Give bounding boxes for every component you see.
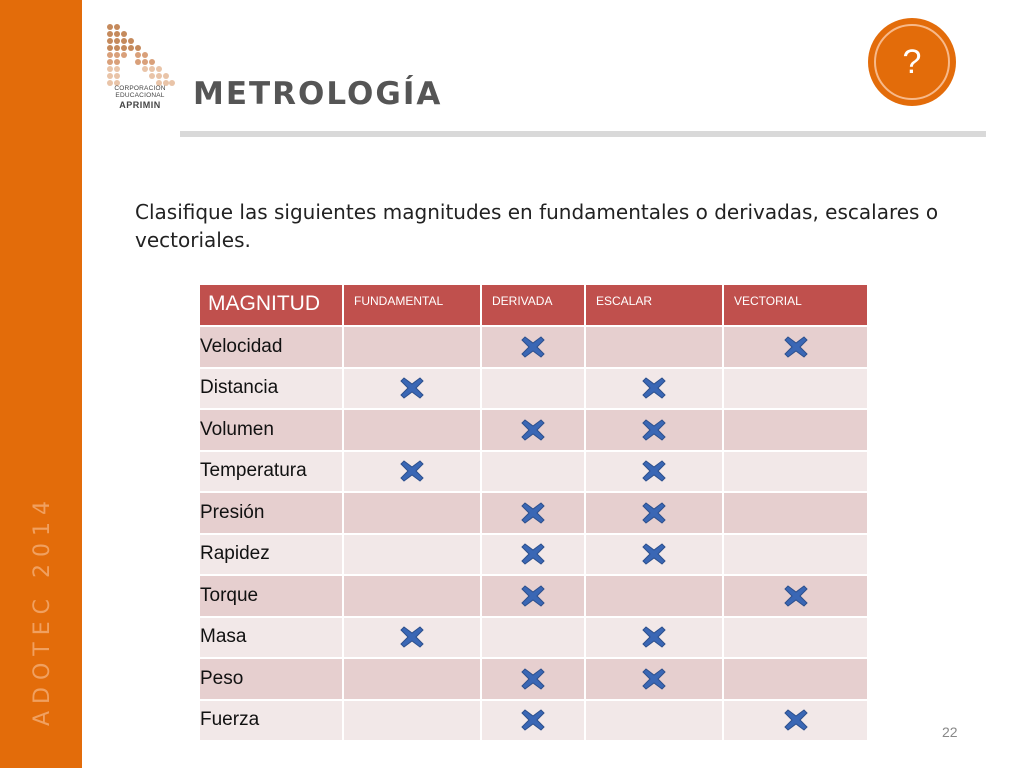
x-cross-icon [784,585,808,607]
magnitude-name: Velocidad [199,326,343,368]
magnitude-name: Torque [199,575,343,617]
classification-cell [723,409,868,451]
table-row [199,492,868,534]
classification-cell [585,700,723,742]
classification-cell [585,492,723,534]
classification-cell [343,326,481,368]
classification-table [198,283,869,742]
classification-cell [481,409,585,451]
x-cross-icon [521,502,545,524]
classification-cell [723,451,868,493]
table-row [199,451,868,493]
magnitude-name: Presión [199,492,343,534]
classification-cell [585,451,723,493]
classification-cell [723,575,868,617]
magnitude-name: Rapidez [199,534,343,576]
x-cross-icon [521,709,545,731]
help-question-icon[interactable]: ? [874,24,950,100]
classification-cell [585,409,723,451]
x-cross-icon [642,543,666,565]
logo-dot-pattern-icon [104,22,176,86]
help-button[interactable] [868,18,956,106]
classification-cell [585,575,723,617]
classification-cell [481,658,585,700]
x-cross-icon [400,626,424,648]
x-cross-icon [642,377,666,399]
header-derivada: DERIVADA [481,284,585,326]
x-cross-icon [642,626,666,648]
x-cross-icon [521,419,545,441]
logo-line-3: APRIMIN [119,100,161,110]
x-cross-icon [642,668,666,690]
logo-wordmark [104,86,176,110]
classification-cell [723,700,868,742]
classification-cell [723,368,868,410]
table-header-row [199,284,868,326]
aprimin-logo [104,22,176,118]
x-cross-icon [642,419,666,441]
table-row [199,534,868,576]
classification-cell [585,326,723,368]
classification-cell [481,451,585,493]
table-row [199,368,868,410]
table-row [199,409,868,451]
sidebar-vertical-label: ADOTEC 2014 [30,494,55,726]
classification-cell [481,492,585,534]
magnitude-name: Temperatura [199,451,343,493]
classification-cell [481,368,585,410]
classification-cell [481,617,585,659]
magnitude-name: Masa [199,617,343,659]
x-cross-icon [642,460,666,482]
magnitude-name: Volumen [199,409,343,451]
table-row [199,617,868,659]
classification-cell [723,658,868,700]
table-row [199,326,868,368]
instruction-text: Clasifique las siguientes magnitudes en fundamentales o derivadas, escalares o vectoriales. [135,200,939,252]
header-fundamental: FUNDAMENTAL [343,284,481,326]
classification-cell [723,534,868,576]
x-cross-icon [521,336,545,358]
x-cross-icon [521,668,545,690]
classification-cell [723,326,868,368]
magnitude-name: Distancia [199,368,343,410]
classification-cell [343,451,481,493]
classification-cell [723,617,868,659]
header-magnitud: MAGNITUD [199,284,343,326]
classification-cell [585,368,723,410]
sidebar-band [0,0,82,768]
page-number: 22 [942,724,958,740]
x-cross-icon [521,585,545,607]
table-row [199,575,868,617]
classification-cell [343,492,481,534]
x-cross-icon [784,709,808,731]
x-cross-icon [400,460,424,482]
table-row [199,700,868,742]
classification-cell [343,700,481,742]
classification-cell [723,492,868,534]
magnitude-name: Peso [199,658,343,700]
x-cross-icon [642,502,666,524]
classification-cell [585,658,723,700]
table-row [199,658,868,700]
classification-cell [343,617,481,659]
classification-cell [585,617,723,659]
logo-line-1: CORPORACION [114,85,166,92]
classification-cell [343,534,481,576]
x-cross-icon [400,377,424,399]
classification-cell [481,326,585,368]
magnitude-name: Fuerza [199,700,343,742]
classification-cell [343,575,481,617]
classification-cell [481,534,585,576]
x-cross-icon [521,543,545,565]
header-escalar: ESCALAR [585,284,723,326]
classification-cell [343,658,481,700]
logo-line-2: EDUCACIONAL [115,91,165,99]
classification-cell [343,409,481,451]
x-cross-icon [784,336,808,358]
title-divider [180,131,986,137]
classification-cell [343,368,481,410]
table-body [199,326,868,741]
classification-cell [481,700,585,742]
classification-cell [481,575,585,617]
header-vectorial: VECTORIAL [723,284,868,326]
classification-cell [585,534,723,576]
page-title: METROLOGÍA [193,76,443,112]
